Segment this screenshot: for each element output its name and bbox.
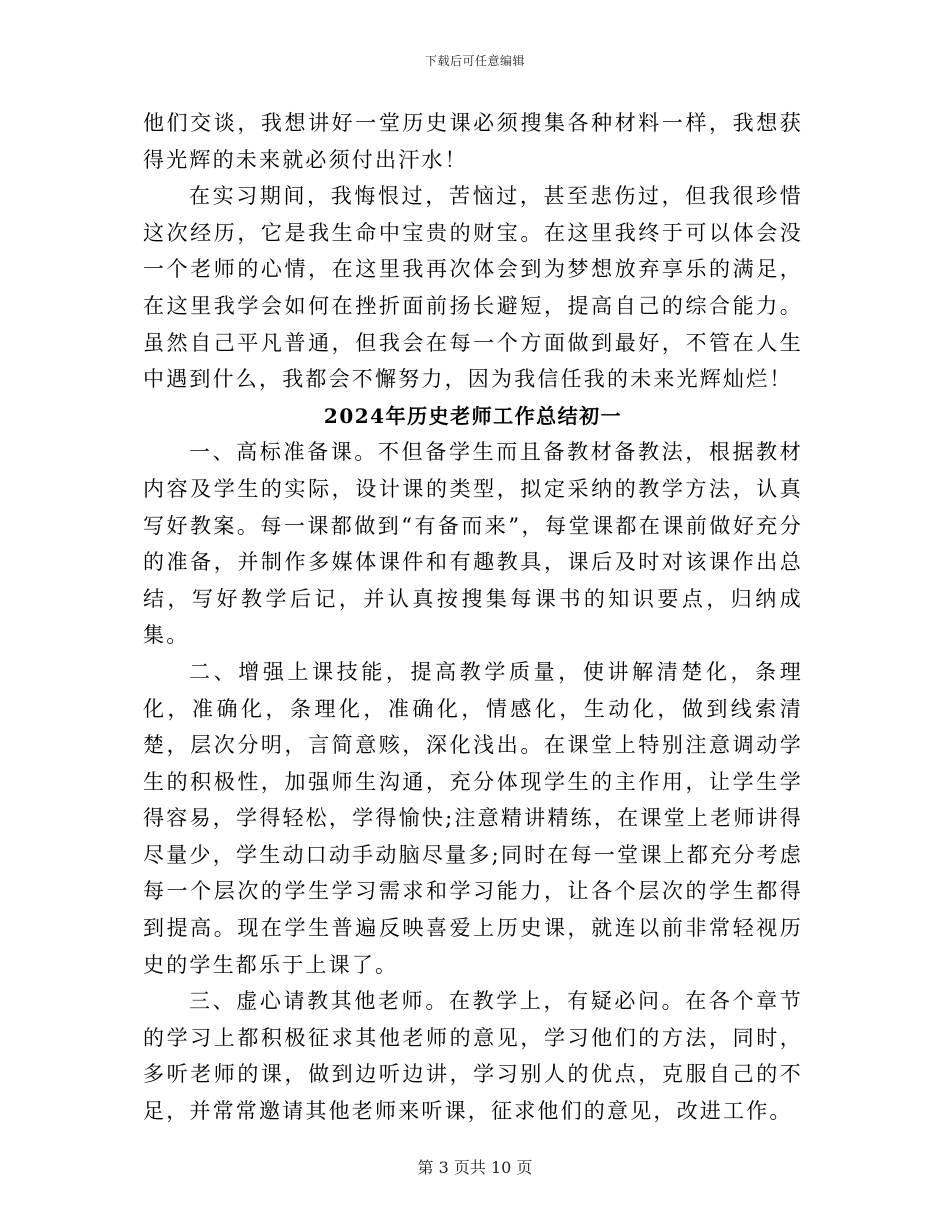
page-number: 第 3 页共 10 页 [417, 1158, 533, 1177]
paragraph-teaching-skills: 二、增强上课技能，提高教学质量，使讲解清楚化，条理化，准确化，条理化，准确化，情感化，生动化，做到线索清楚，层次分明，言简意赅，深化浅出。在课堂上特别注意调动学生的积极性，加强师生沟通，充分体现学生的主作用，让学生学得容易，学得轻松，学得愉快;注意精讲精练，在课堂上老师讲得尽量少，学生动口动手动脑尽量多;同时在每一堂课上都充分考虑每一个层次的学生学习需求和学习能力，让各个层次的学生都得到提高。现在学生普遍反映喜爱上历史课，就连以前非常轻视历史的学生都乐于上课了。 [143, 659, 803, 977]
page-header-note: 下载后可任意编辑 [424, 54, 525, 68]
paragraph-continuation: 他们交谈，我想讲好一堂历史课必须搜集各种材料一样，我想获得光辉的未来就必须付出汗水！ [143, 111, 803, 172]
paragraph-consult-teachers: 三、虚心请教其他老师。在教学上，有疑必问。在各个章节的学习上都积极征求其他老师的意见，学习他们的方法，同时，多听老师的课，做到边听边讲，学习别人的优点，克服自己的不足，并常常邀请其他老师来听课，征求他们的意见，改进工作。 [143, 989, 803, 1124]
paragraph-lesson-preparation: 一、高标准备课。不但备学生而且备教材备教法，根据教材内容及学生的实际，设计课的类型，拟定采纳的教学方法，认真写好教案。每一课都做到“有备而来”，每堂课都在课前做好充分的准备，并制作多媒体课件和有趣教具，课后及时对该课作出总结，写好教学后记，并认真按搜集每课书的知识要点，归纳成集。 [143, 440, 803, 648]
section-heading: 2024年历史老师工作总结初一 [323, 403, 623, 428]
paragraph-internship-reflection: 在实习期间，我悔恨过，苦恼过，甚至悲伤过，但我很珍惜这次经历，它是我生命中宝贵的财宝。在这里我终于可以体会没一个老师的心情，在这里我再次体会到为梦想放弃享乐的满足，在这里我学会如何在挫折面前扬长避短，提高自己的综合能力。虽然自己平凡普通，但我会在每一个方面做到最好，不管在人生中遇到什么，我都会不懈努力，因为我信任我的未来光辉灿烂！ [143, 184, 803, 392]
document-body [143, 105, 803, 1130]
